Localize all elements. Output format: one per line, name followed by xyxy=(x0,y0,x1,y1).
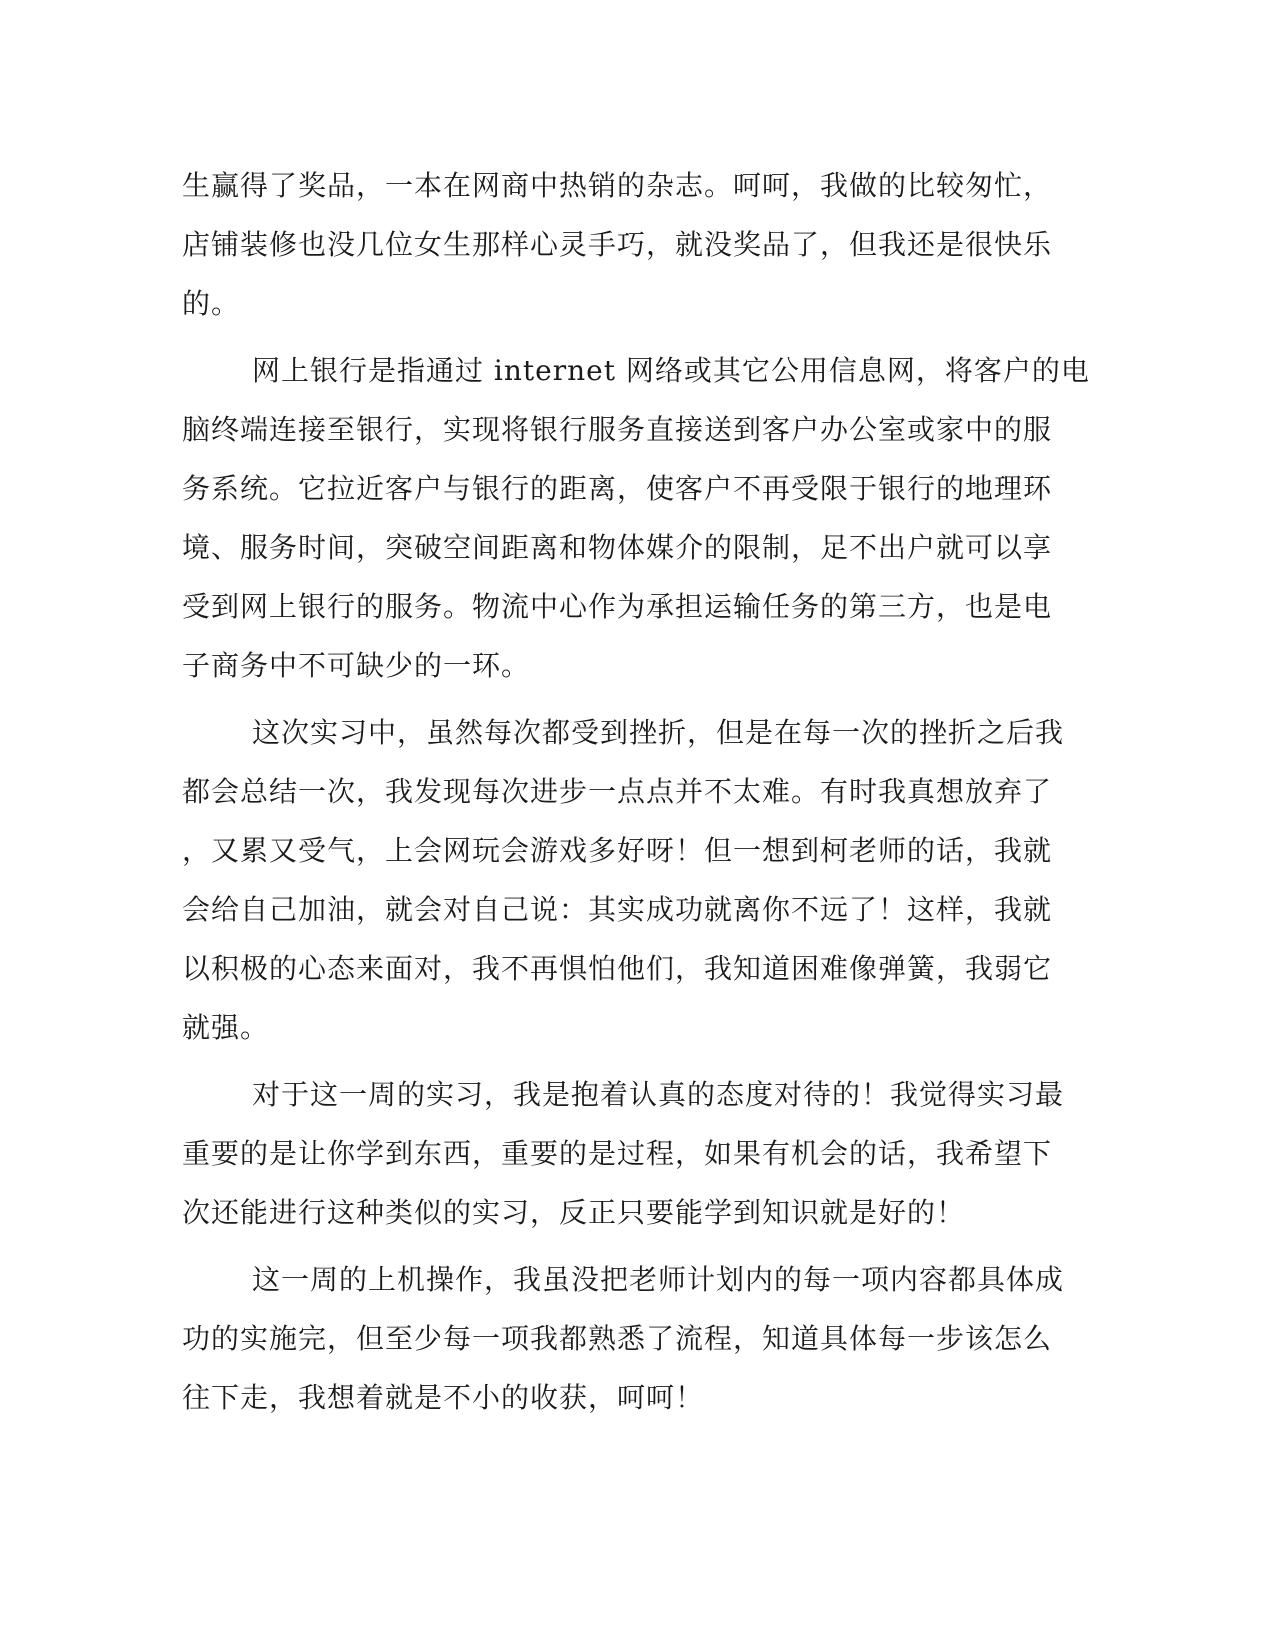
text-line: 子商务中不可缺少的一环。 xyxy=(182,649,531,682)
text-line: 店铺装修也没几位女生那样心灵手巧，就没奖品了，但我还是很快乐 xyxy=(182,228,1053,261)
text-line: 生赢得了奖品，一本在网商中热销的杂志。呵呵，我做的比较匆忙， xyxy=(182,169,1053,202)
text-line: 脑终端连接至银行，实现将银行服务直接送到客户办公室或家中的服 xyxy=(182,413,1053,446)
text-line: 重要的是让你学到东西，重要的是过程，如果有机会的话，我希望下 xyxy=(182,1137,1053,1170)
text-line: 次还能进行这种类似的实习，反正只要能学到知识就是好的！ xyxy=(182,1196,966,1229)
text-line: 会给自己加油，就会对自己说：其实成功就离你不远了！这样，我就 xyxy=(182,893,1053,926)
text-line: ，又累又受气，上会网玩会游戏多好呀！但一想到柯老师的话，我就 xyxy=(182,834,1053,867)
paragraph xyxy=(182,341,1090,695)
text-line: 对于这一周的实习，我是抱着认真的态度对待的！我觉得实习最 xyxy=(252,1078,1065,1111)
text-line: 受到网上银行的服务。物流中心作为承担运输任务的第三方，也是电 xyxy=(182,590,1053,623)
paragraph xyxy=(182,703,1065,1057)
text-line: 务系统。它拉近客户与银行的距离，使客户不再受限于银行的地理环 xyxy=(182,472,1053,505)
text-line: 的。 xyxy=(182,287,241,320)
text-line: 以积极的心态来面对，我不再惧怕他们，我知道困难像弹簧，我弱它 xyxy=(182,952,1053,985)
paragraph xyxy=(182,156,1053,333)
text-line: 这一周的上机操作，我虽没把老师计划内的每一项内容都具体成 xyxy=(252,1263,1065,1296)
text-line: 网上银行是指通过 internet 网络或其它公用信息网，将客户的电 xyxy=(252,354,1090,387)
paragraph xyxy=(182,1065,1065,1242)
text-line: 往下走，我想着就是不小的收获，呵呵！ xyxy=(182,1381,705,1414)
paragraph xyxy=(182,1250,1065,1427)
text-line: 就强。 xyxy=(182,1011,270,1044)
body-text xyxy=(182,156,1090,1427)
text-line: 这次实习中，虽然每次都受到挫折，但是在每一次的挫折之后我 xyxy=(252,716,1065,749)
text-line: 境、服务时间，突破空间距离和物体媒介的限制，足不出户就可以享 xyxy=(182,531,1053,564)
text-line: 功的实施完，但至少每一项我都熟悉了流程，知道具体每一步该怎么 xyxy=(182,1322,1053,1355)
text-line: 都会总结一次，我发现每次进步一点点并不太难。有时我真想放弃了 xyxy=(182,775,1053,808)
